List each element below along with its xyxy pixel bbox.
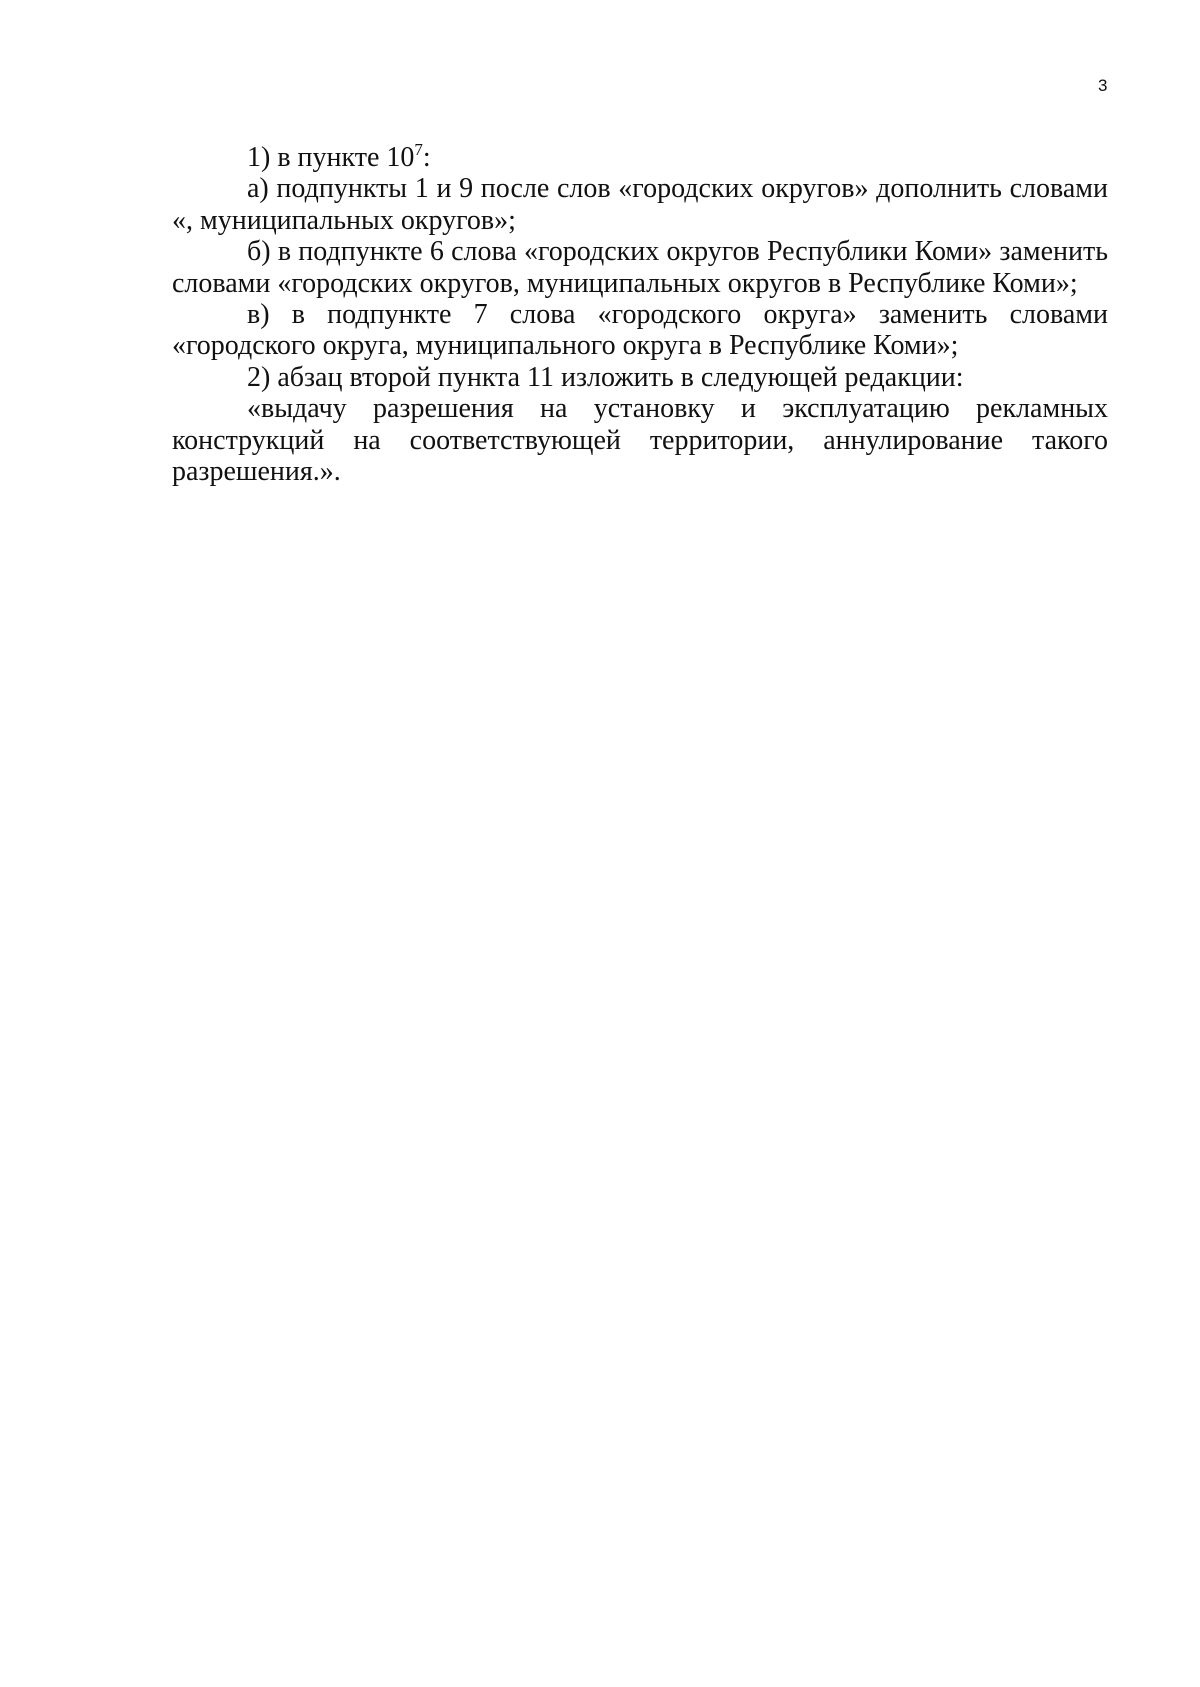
page-number: 3 <box>1098 76 1108 95</box>
paragraph-item-1 <box>172 142 1108 173</box>
subparagraph-v: в) в подпункте 7 слова «городского округа» заменить словами «городского округа, муниципального округа в Республике Коми»; <box>172 299 1108 362</box>
quoted-new-wording: «выдачу разрешения на установку и эксплуатацию рекламных конструкций на соответствующей территории, аннулирование такого разрешения.». <box>172 393 1108 488</box>
paragraph-text: 1) в пункте 10 <box>247 142 415 173</box>
superscript-number: 7 <box>414 140 423 159</box>
subparagraph-a: а) подпункты 1 и 9 после слов «городских округов» дополнить словами «, муниципальных округов»; <box>172 173 1108 236</box>
paragraph-item-2: 2) абзац второй пункта 11 изложить в следующей редакции: <box>247 361 964 393</box>
paragraph-text-suffix: : <box>422 142 431 173</box>
subparagraph-b: б) в подпункте 6 слова «городских округов Республики Коми» заменить словами «городских округов, муниципальных округов в Республике Коми»; <box>172 236 1108 299</box>
document-body <box>172 142 1108 487</box>
